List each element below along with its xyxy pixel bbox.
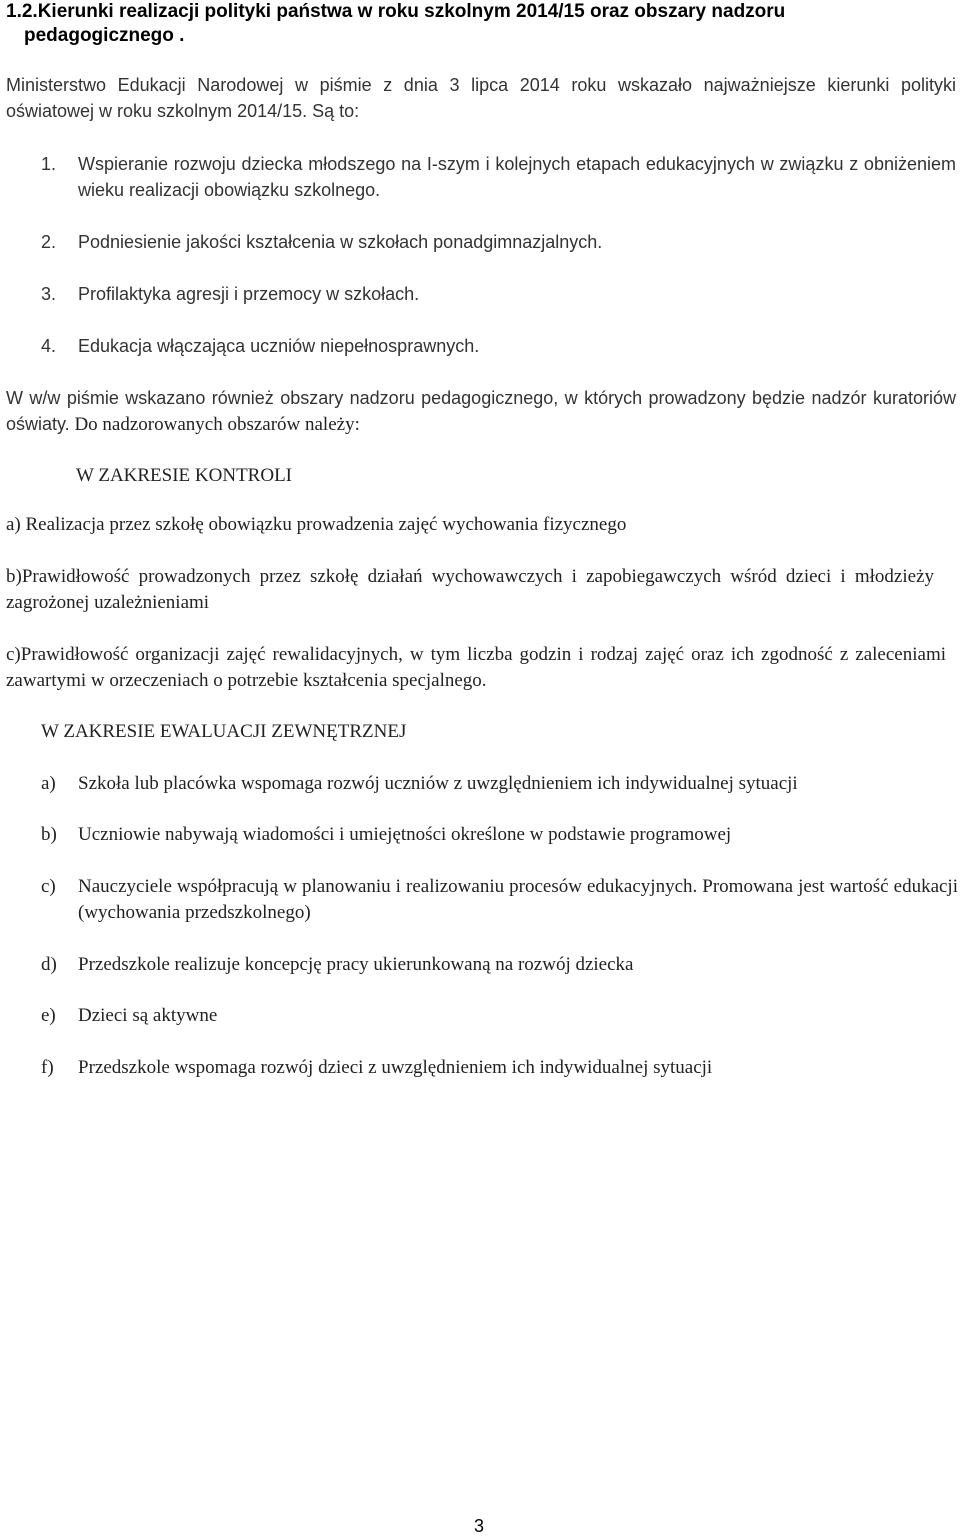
direction-text: Podniesienie jakości kształcenia w szkołach ponadgimnazjalnych. <box>78 232 603 252</box>
evaluation-text: Przedszkole realizuje koncepcję pracy ukierunkowaną na rozwój dziecka <box>78 954 634 975</box>
evaluation-text: Nauczyciele współpracują w planowaniu i realizowaniu procesów edukacyjnych. Promowana jest wartość edukacji (wychowania przedszkolnego) <box>78 876 958 923</box>
evaluation-letter: a) <box>41 773 56 794</box>
direction-number: 2. <box>41 232 57 252</box>
page-number: 3 <box>474 1516 485 1536</box>
section-heading <box>6 0 906 48</box>
evaluation-letter: f) <box>41 1057 54 1078</box>
control-item: a) Realizacja przez szkołę obowiązku prowadzenia zajęć wychowania fizycznego <box>6 514 627 535</box>
evaluation-text: Uczniowie nabywają wiadomości i umiejętności określone w podstawie programowej <box>78 824 732 845</box>
evaluation-letter: e) <box>41 1005 56 1026</box>
intro-paragraph: Ministerstwo Edukacji Narodowej w piśmie z dnia 3 lipca 2014 roku wskazało najważniejsze kierunki polityki oświatowej w roku szkolnym 2014/15. Są to: <box>6 75 956 121</box>
evaluation-letter: b) <box>41 824 57 845</box>
evaluation-letter: d) <box>41 954 57 975</box>
control-section-title: W ZAKRESIE KONTROLI <box>76 465 293 486</box>
section-heading-line1: 1.2.Kierunki realizacji polityki państwa w roku szkolnym 2014/15 oraz obszary nadzoru <box>6 1 786 22</box>
direction-number: 3. <box>41 284 57 304</box>
supervision-intro <box>6 385 956 438</box>
control-item: b)Prawidłowość prowadzonych przez szkołę działań wychowawczych i zapobiegawczych wśród dzieci i młodzieży zagrożonej uzależnieniami <box>6 566 934 613</box>
supervision-intro-part1: W w/w piśmie wskazano również obszary nadzoru pedagogicznego, w których prowadzony będzie nadzór kuratoriów oświaty. <box>6 388 956 434</box>
evaluation-text: Dzieci są aktywne <box>78 1005 218 1026</box>
control-item: c)Prawidłowość organizacji zajęć rewalidacyjnych, w tym liczba godzin i rodzaj zajęć oraz ich zgodność z zaleceniami zawartymi w orzeczeniach o potrzebie kształcenia specjalnego. <box>6 644 946 691</box>
evaluation-text: Przedszkole wspomaga rozwój dzieci z uwzględnieniem ich indywidualnej sytuacji <box>78 1057 713 1078</box>
direction-number: 1. <box>41 154 57 174</box>
evaluation-text: Szkoła lub placówka wspomaga rozwój uczniów z uwzględnieniem ich indywidualnej sytuacji <box>78 773 798 794</box>
evaluation-letter: c) <box>41 876 56 897</box>
section-heading-line2: pedagogicznego . <box>24 25 185 46</box>
direction-number: 4. <box>41 336 57 356</box>
direction-text: Edukacja włączająca uczniów niepełnosprawnych. <box>78 336 480 356</box>
evaluation-section-title: W ZAKRESIE EWALUACJI ZEWNĘTRZNEJ <box>41 721 407 742</box>
direction-text: Profilaktyka agresji i przemocy w szkołach. <box>78 284 420 304</box>
supervision-intro-part2: Do nadzorowanych obszarów należy: <box>69 414 360 435</box>
direction-text: Wspieranie rozwoju dziecka młodszego na I-szym i kolejnych etapach edukacyjnych w związku z obniżeniem wieku realizacji obowiązku szkolnego. <box>78 154 956 200</box>
